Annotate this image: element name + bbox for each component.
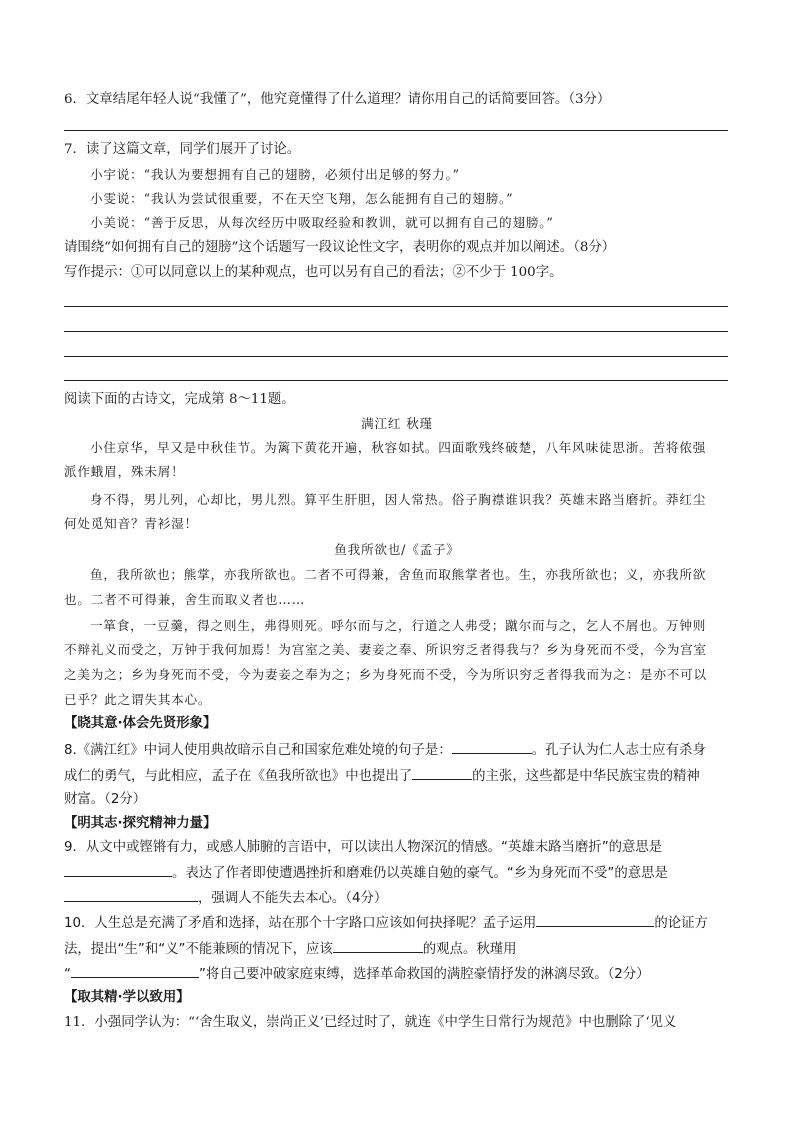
section-heading-3: 【取其精·学以致用】 (64, 990, 190, 1005)
question-9-text: 。表达了作者即使遭遇挫折和磨难仍以英雄自勉的豪气。“乡为身死而不受”的意思是 (172, 866, 668, 881)
question-9-line-2 (64, 862, 668, 884)
prose-paragraph-1-cont: 也。二者不可得兼，舍生而取义者也…… (64, 592, 306, 607)
answer-line (64, 306, 728, 307)
question-10-text: “ (64, 967, 71, 982)
question-8-line-1 (64, 739, 706, 761)
question-10-text: ”将自己要冲破家庭束缚，选择革命救国的满腔豪情抒发的淋漓尽致。（2分） (198, 967, 650, 982)
question-8-text: 的主张，这些都是中华民族宝贵的精神 (472, 769, 700, 784)
question-11-line-1: 11．小强同学认为：“‘舍生取义，崇尚正义’已经过时了，就连《中学生日常行为规范》中也删除了‘见义 (64, 1015, 677, 1030)
question-10-text: 法，提出“生”和“义”不能兼顾的情况下，应该 (64, 942, 333, 957)
question-8-text: 8.《满江红》中词人使用典故暗示自己和国家危难处境的句子是： (64, 743, 452, 758)
prose-title: 鱼我所欲也/《孟子》 (334, 542, 460, 557)
question-7-hint: 写作提示：①可以同意以上的某种观点，也可以另有自己的看法；②不少于 100字。 (64, 265, 563, 280)
answer-blank[interactable] (71, 963, 199, 978)
question-9-text: ，强调人不能失去本心。（4分） (198, 891, 388, 906)
question-10-text: 的论证方 (654, 916, 708, 931)
question-10-text: 10．人生总是充满了矛盾和选择，站在那个十字路口应该如何抉择呢？孟子运用 (64, 916, 537, 931)
question-10-line-2 (64, 938, 517, 960)
poem-paragraph-2-cont: 何处觅知音？青衫湿！ (64, 516, 198, 531)
section-heading-1: 【晓其意·体会先贤形象】 (64, 716, 217, 731)
question-6: 6．文章结尾年轻人说“我懂了”，他究竟懂得了什么道理？请你用自己的话简要回答。（3分） (64, 92, 611, 107)
section-heading-2: 【明其志·探究精神力量】 (64, 816, 217, 831)
question-9-line-3 (64, 887, 387, 909)
prose-paragraph-2-cont: 已乎？此之谓失其本心。 (64, 692, 212, 707)
answer-line (64, 380, 728, 381)
answer-blank[interactable] (64, 862, 172, 877)
answer-blank[interactable] (412, 765, 472, 780)
question-8-text: 成仁的勇气，与此相应，孟子在《鱼我所欲也》中也提出了 (64, 769, 413, 784)
question-10-line-3 (64, 963, 650, 985)
question-7-task: 请围绕“如何拥有自己的翅膀”这个话题写一段议论性文字，表明你的观点并加以阐述。（8分） (64, 240, 616, 255)
answer-blank[interactable] (333, 938, 423, 953)
quote-xiaoyu: 小宇说：“我认为要想拥有自己的翅膀，必须付出足够的努力。” (90, 167, 460, 182)
answer-line (64, 356, 728, 357)
quote-xiaomei: 小美说：“善于反思，从每次经历中吸取经验和教训，就可以拥有自己的翅膀。” (90, 215, 554, 230)
poem-paragraph-1-cont: 派作蛾眉，殊未屑！ (64, 464, 185, 479)
prose-paragraph-2-cont: 不辩礼义而受之，万钟于我何加焉！为宫室之美、妻妾之奉、所识穷乏者得我与？乡为身死而不受，今为宫室 (64, 642, 707, 657)
answer-blank[interactable] (536, 912, 654, 927)
answer-line (64, 331, 728, 332)
question-7-stem: 7．读了这篇文章，同学们展开了讨论。 (64, 142, 301, 157)
quote-xiaowen: 小雯说：“我认为尝试很重要，不在天空飞翔，怎么能拥有自己的翅膀。” (90, 191, 514, 206)
reading-intro: 阅读下面的古诗文，完成第 8～11题。 (64, 392, 295, 407)
question-9-line-1: 9．从文中或铿锵有力，或感人肺腑的言语中，可以读出人物深沉的情感。“英雄末路当磨折”的意思是 (64, 840, 663, 855)
question-8-line-2 (64, 765, 700, 787)
question-10-line-1 (64, 912, 708, 934)
answer-blank[interactable] (452, 739, 532, 754)
question-8-line-3: 财富。（2分） (64, 792, 147, 807)
poem-paragraph-2: 身不得，男儿列，心却比，男儿烈。算平生肝胆，因人常热。俗子胸襟谁识我？英雄末路当磨折。莽红尘 (90, 492, 707, 507)
answer-blank[interactable] (64, 887, 198, 902)
prose-paragraph-2: 一箪食，一豆羹，得之则生，弗得则死。呼尔而与之，行道之人弗受；蹴尔而与之，乞人不屑也。万钟则 (90, 618, 707, 633)
poem-title: 满江红 秋瑾 (361, 416, 433, 431)
answer-line (64, 130, 728, 131)
poem-paragraph-1: 小住京华，早又是中秋佳节。为篱下黄花开遍，秋容如拭。四面歌残终破楚，八年风味徒思浙。苦将侬强 (90, 440, 707, 455)
question-8-text: 。孔子认为仁人志士应有杀身 (531, 743, 706, 758)
question-10-text: 的观点。秋瑾用 (422, 942, 517, 957)
prose-paragraph-2-cont: 之美为之；乡为身死而不受，今为妻妾之奉为之；乡为身死而不受，今为所识穷乏者得我而为之：是亦不可以 (64, 667, 707, 682)
prose-paragraph-1: 鱼，我所欲也；熊掌，亦我所欲也。二者不可得兼，舍鱼而取熊掌者也。生，亦我所欲也；义，亦我所欲 (90, 567, 707, 582)
